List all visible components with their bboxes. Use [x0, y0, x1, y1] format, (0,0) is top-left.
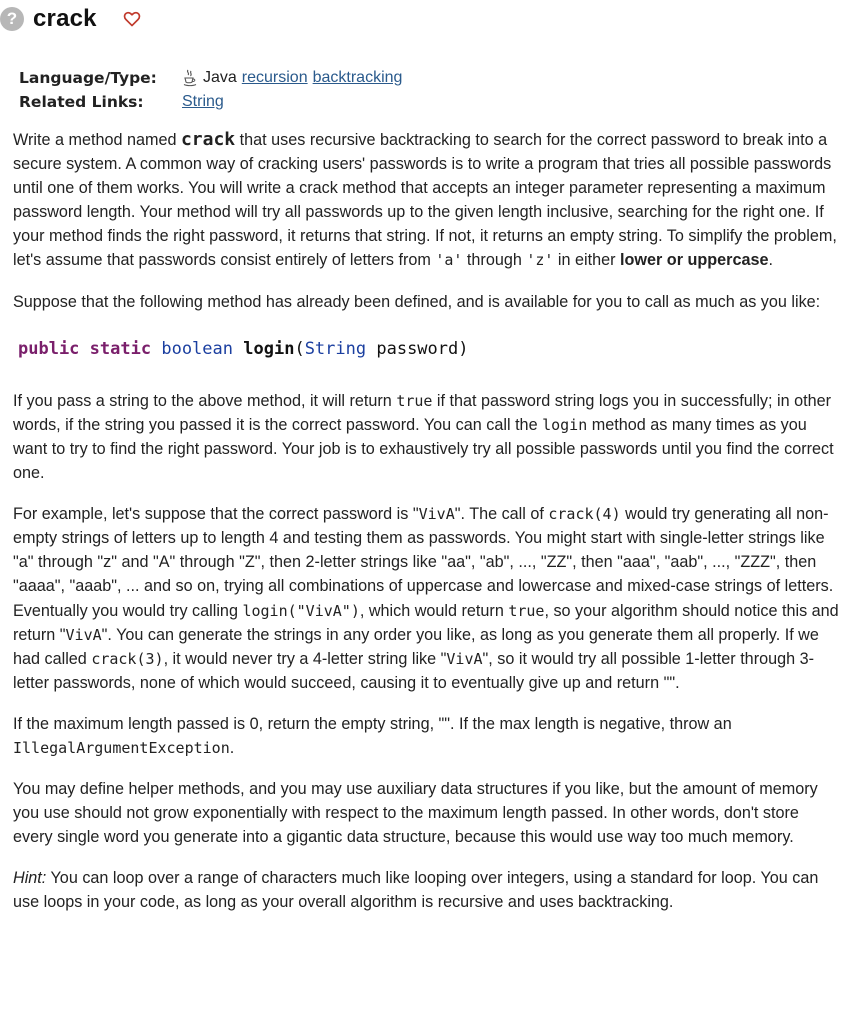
title-row [0, 4, 141, 34]
java-cup-icon [182, 69, 198, 87]
exception-code: IllegalArgumentException [13, 738, 230, 757]
param-type: String [304, 338, 367, 359]
true-code: true [396, 391, 433, 410]
text: Write a method named [13, 131, 181, 149]
crack-4-code: crack(4) [548, 505, 621, 524]
language-value [182, 69, 402, 87]
language-name: Java [203, 69, 237, 86]
paren-close: ) [458, 338, 469, 359]
text: For example, let's suppose that the correct password is " [13, 505, 419, 524]
login-code: login [542, 415, 588, 434]
char-a-code: 'a' [435, 251, 463, 270]
hint-label: Hint: [13, 869, 47, 888]
char-z-code: 'z' [526, 251, 554, 270]
related-link-string[interactable]: String [182, 93, 224, 110]
method-signature [18, 337, 839, 361]
text: , so your algorithm should notice this and return " [13, 601, 839, 644]
keyword-static: static [89, 338, 152, 359]
related-row [19, 90, 402, 114]
method-name-code: crack [180, 129, 236, 150]
page-title: crack [33, 5, 97, 32]
text: If the maximum length passed is 0, return the empty string, "". If the max length is negative, throw an [13, 714, 732, 733]
login-call-code: login("VivA") [242, 601, 360, 620]
text: If you pass a string to the above method, it will return [13, 391, 397, 410]
method-name: login [243, 338, 295, 359]
paren-open: ( [294, 338, 305, 359]
problem-description [13, 128, 839, 932]
text: method as many times as you want to try to find the right password. Your job is to exhaustively try all possible passwords until you find the correct one. [13, 415, 834, 483]
password-code: VivA [418, 505, 455, 524]
keyword-public: public [18, 338, 80, 359]
description-paragraph-5 [13, 712, 839, 760]
related-label: Related Links: [19, 93, 144, 111]
return-type: boolean [161, 338, 233, 359]
case-emphasis: lower or uppercase [620, 251, 769, 270]
description-paragraph-4 [13, 502, 839, 695]
text: . [768, 251, 773, 270]
language-label: Language/Type: [19, 69, 157, 87]
text: would try generating all non-empty strings of letters up to length 4 and testing them as passwords. You might start with single-letter strings like "a" through "z" and "A" through "Z", then 2-letter strings like "aa", "ab", ..., "ZZ", then "aaa", "aab", ..., "ZZZ", then "aaaa", "aaab", ... and so on, trying all combinations of uppercase and lowercase and mixed-case strings of letters. Eventually you would try calling [13, 505, 834, 620]
hint-paragraph [13, 866, 839, 914]
description-paragraph-2: Suppose that the following method has already been defined, and is available for you to call as much as you like: [13, 292, 821, 311]
text: ". You can generate the strings in any order you like, as long as you generate them all properly. If we had called [13, 625, 819, 668]
text: . [229, 738, 235, 757]
heart-outline-icon[interactable] [123, 10, 141, 28]
text: that uses recursive backtracking to search for the correct password to break into a secure system. A common way of cracking users' passwords is to write a program that tries all possible passwords until one of them works. You will write a crack method that accepts an integer parameter representing a maximum password length. Your method will try all passwords up to the given length inclusive, searching for the right one. If your method finds the right password, it returns that string. If not, it returns an empty string. To simplify the problem, let's assume that passwords consist entirely of letters from [13, 131, 837, 270]
text: in either [553, 251, 621, 270]
problem-meta [19, 66, 402, 114]
password-code: VivA [65, 625, 102, 644]
text: ". The call of [454, 505, 549, 524]
text: ", so it would try all possible 1-letter through 3-letter passwords, none of which would succeed, causing it to eventually give up and return "". [13, 649, 814, 692]
text: if that password string logs you in successfully; in other words, if the string you passed it is the correct password. You can call the [13, 391, 832, 434]
description-paragraph-6: You may define helper methods, and you may use auxiliary data structures if you like, but the amount of memory you use should not grow exponentially with respect to the maximum length passed. In other words, don't store every single word you generate into a gigantic data structure, because this would use way too much memory. [13, 780, 818, 847]
description-paragraph-3 [13, 389, 839, 485]
related-links [182, 93, 224, 111]
true-code: true [508, 601, 545, 620]
password-code: VivA [446, 649, 483, 668]
help-icon[interactable]: ? [0, 7, 24, 31]
param-name: password [376, 338, 459, 359]
hint-text: You can loop over a range of characters much like looping over integers, using a standard for loop. You can use loops in your code, as long as your overall algorithm is recursive and uses backtracking. [13, 869, 819, 912]
text: through [462, 251, 527, 270]
text: , which would return [359, 601, 509, 620]
crack-3-code: crack(3) [91, 649, 164, 668]
tag-recursion[interactable]: recursion [241, 69, 308, 86]
language-row [19, 66, 402, 90]
text: , it would never try a 4-letter string like " [163, 649, 447, 668]
tag-backtracking[interactable]: backtracking [312, 69, 403, 86]
description-paragraph-1 [13, 128, 839, 273]
